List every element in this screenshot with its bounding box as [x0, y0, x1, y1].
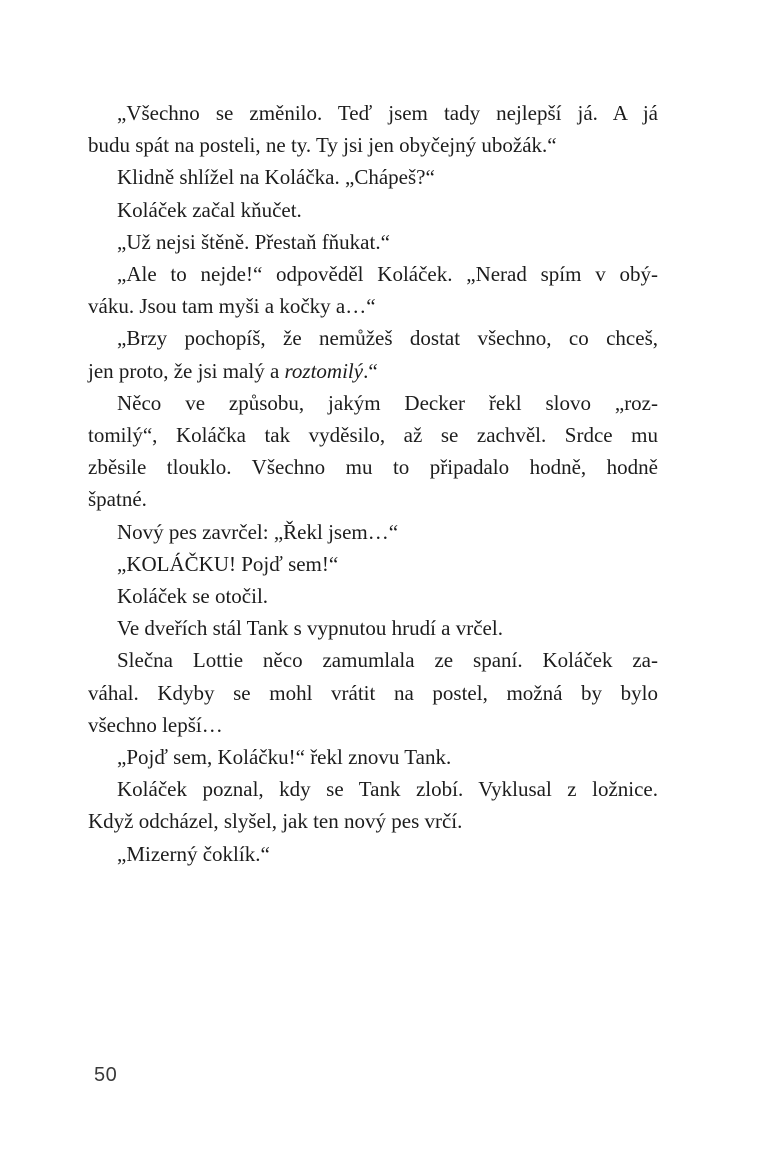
text-line: všechno lepší…: [88, 712, 223, 737]
text-line: „Pojď sem, Koláčku!“ řekl znovu Tank.: [117, 745, 452, 770]
text-line: Klidně shlížel na Koláčka. „Chápeš?“: [117, 165, 435, 190]
text-line: budu spát na posteli, ne ty. Ty jsi jen obyčejný ubožák.“: [88, 133, 557, 158]
page-number: 50: [94, 1064, 118, 1086]
text-line: „Mizerný čoklík.“: [117, 841, 270, 866]
text-line: Ve dveřích stál Tank s vypnutou hrudí a vrčel.: [117, 616, 503, 641]
text-line: jen proto, že jsi malý a roztomilý.“: [88, 358, 378, 383]
text-line: „Ale to nejde!“ odpověděl Koláček. „Nerad spím v obý-: [117, 262, 658, 287]
text-line: Slečna Lottie něco zamumlala ze spaní. Koláček za-: [117, 648, 658, 673]
text-line: „KOLÁČKU! Pojď sem!“: [117, 551, 339, 576]
text-line: Něco ve způsobu, jakým Decker řekl slovo „roz-: [117, 390, 658, 415]
text-line: „Už nejsi štěně. Přestaň fňukat.“: [117, 229, 390, 254]
text-line: špatné.: [88, 487, 147, 512]
text-line: váku. Jsou tam myši a kočky a…“: [88, 294, 376, 319]
text-line: „Brzy pochopíš, že nemůžeš dostat všechno, co chceš,: [117, 326, 658, 351]
text-line: Koláček začal kňučet.: [117, 197, 302, 222]
text-line: tomilý“, Koláčka tak vyděsilo, až se zachvěl. Srdce mu: [88, 423, 658, 448]
text-line: „Všechno se změnilo. Teď jsem tady nejlepší já. A já: [117, 101, 658, 125]
text-line: Když odcházel, slyšel, jak ten nový pes vrčí.: [88, 809, 463, 834]
text-line: Koláček poznal, kdy se Tank zlobí. Vyklusal z ložnice.: [117, 777, 658, 802]
text-line: Koláček se otočil.: [117, 584, 269, 609]
text-line: váhal. Kdyby se mohl vrátit na postel, možná by bylo: [88, 680, 658, 705]
text-line: Nový pes zavrčel: „Řekl jsem…“: [117, 519, 399, 544]
text-line: zběsile tlouklo. Všechno mu to připadalo hodně, hodně: [88, 455, 658, 480]
text-block: [88, 97, 658, 870]
